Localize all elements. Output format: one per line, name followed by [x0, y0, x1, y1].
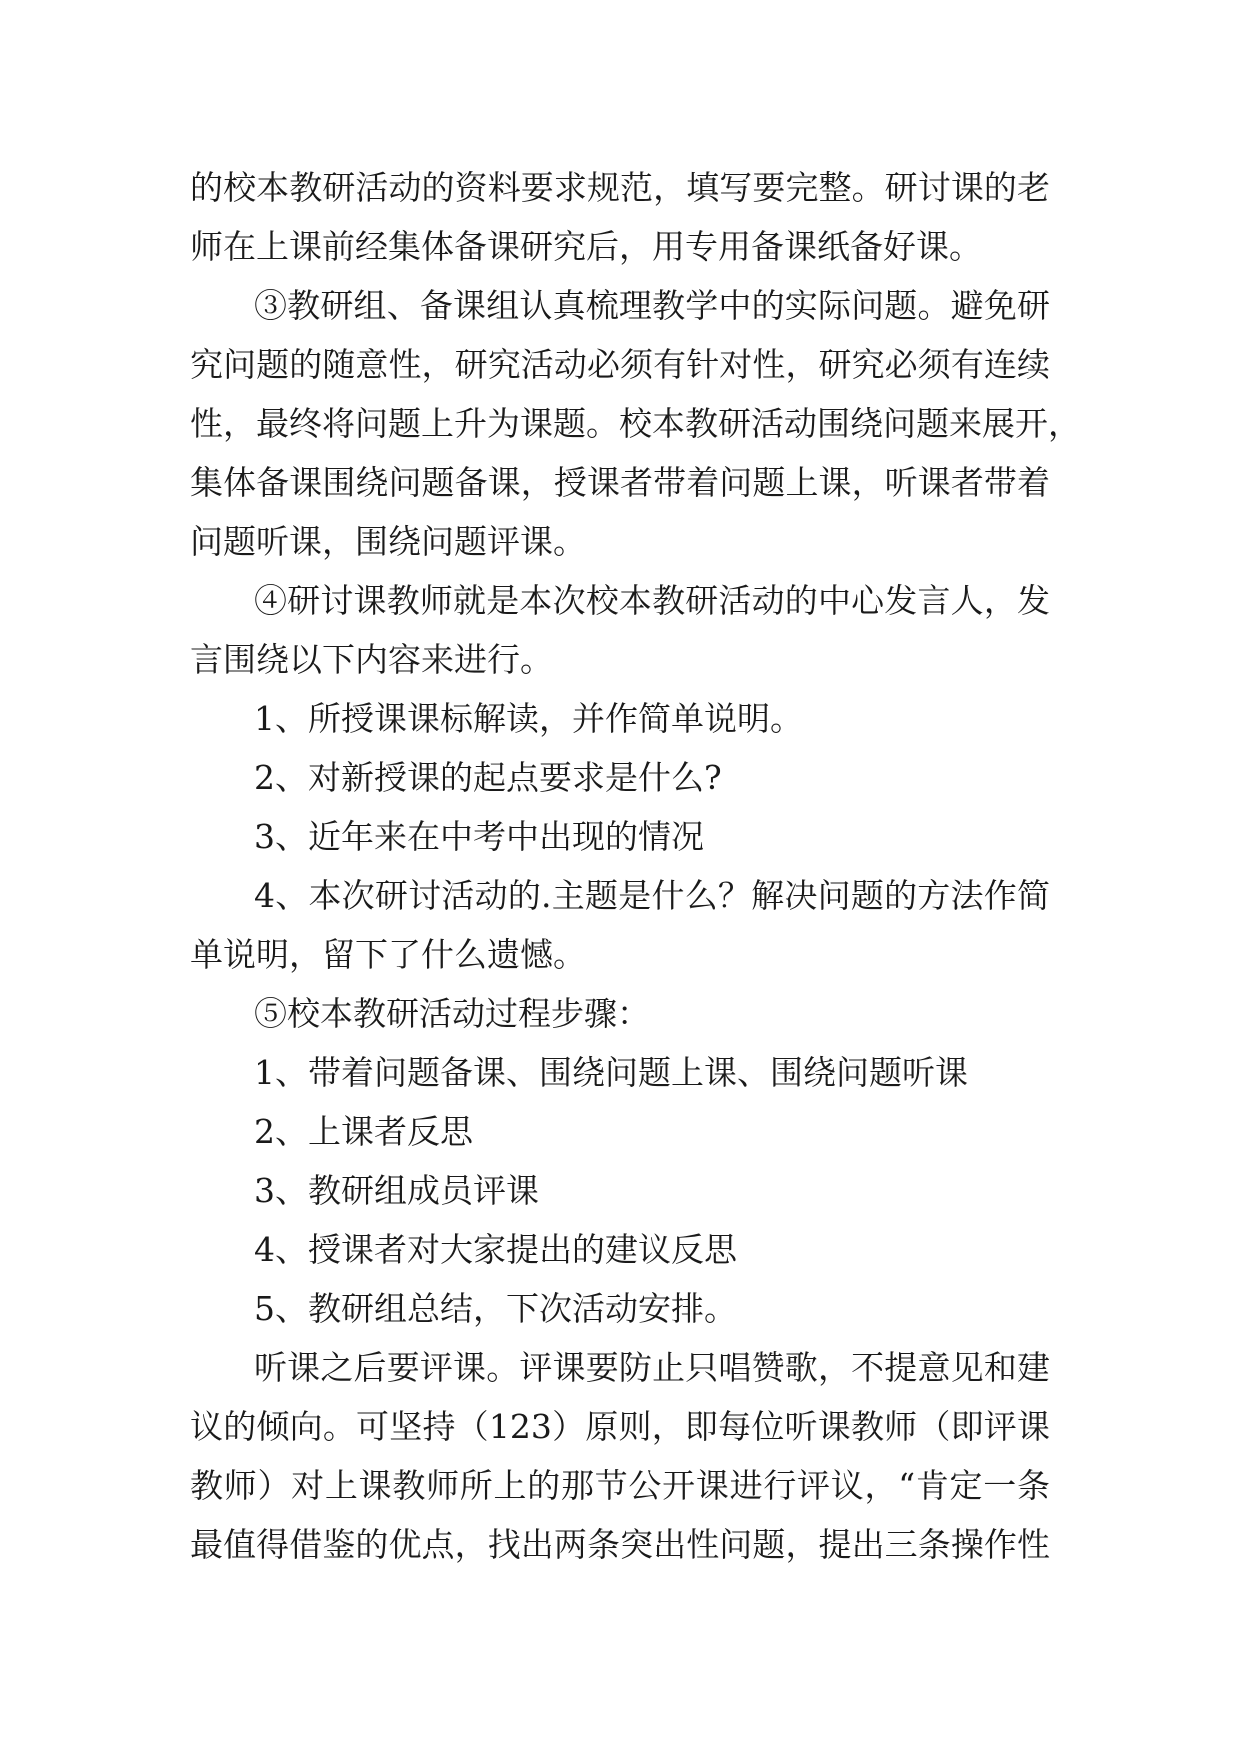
- text-line: 5、教研组总结，下次活动安排。: [254, 1289, 737, 1328]
- text-line: 教师）对上课教师所上的那节公开课进行评议，“肯定一条: [190, 1466, 1050, 1505]
- text-line: 1、带着问题备课、围绕问题上课、围绕问题听课: [254, 1053, 968, 1092]
- text-line: 4、授课者对大家提出的建议反思: [254, 1230, 737, 1269]
- text-line: ④研讨课教师就是本次校本教研活动的中心发言人，发: [254, 581, 1050, 620]
- text-line: 的校本教研活动的资料要求规范，填写要完整。研讨课的老: [190, 168, 1050, 207]
- text-line: 1、所授课课标解读，并作简单说明。: [254, 699, 803, 738]
- text-line: 师在上课前经集体备课研究后，用专用备课纸备好课。: [190, 227, 982, 266]
- text-line: ⑤校本教研活动过程步骤：: [254, 994, 650, 1033]
- text-line: 言围绕以下内容来进行。: [190, 640, 553, 679]
- text-line: 究问题的随意性，研究活动必须有针对性，研究必须有连续: [190, 345, 1050, 384]
- text-line: 问题听课，围绕问题评课。: [190, 522, 586, 561]
- text-line: 最值得借鉴的优点，找出两条突出性问题，提出三条操作性: [190, 1525, 1050, 1564]
- text-line: 3、近年来在中考中出现的情况: [254, 817, 704, 856]
- text-line: 3、教研组成员评课: [254, 1171, 539, 1210]
- text-line: 2、对新授课的起点要求是什么?: [254, 758, 722, 797]
- text-line: ③教研组、备课组认真梳理教学中的实际问题。避免研: [254, 286, 1050, 325]
- text-line: 性，最终将问题上升为课题。校本教研活动围绕问题来展开，: [190, 404, 1081, 443]
- text-line: 2、上课者反思: [254, 1112, 473, 1151]
- text-line: 单说明，留下了什么遗憾。: [190, 935, 586, 974]
- text-line: 听课之后要评课。评课要防止只唱赞歌，不提意见和建: [254, 1348, 1050, 1387]
- text-line: 集体备课围绕问题备课，授课者带着问题上课，听课者带着: [190, 463, 1050, 502]
- text-line: 4、本次研讨活动的.主题是什么？解决问题的方法作简: [254, 876, 1050, 915]
- text-line: 议的倾向。可坚持（123）原则，即每位听课教师（即评课: [190, 1407, 1050, 1446]
